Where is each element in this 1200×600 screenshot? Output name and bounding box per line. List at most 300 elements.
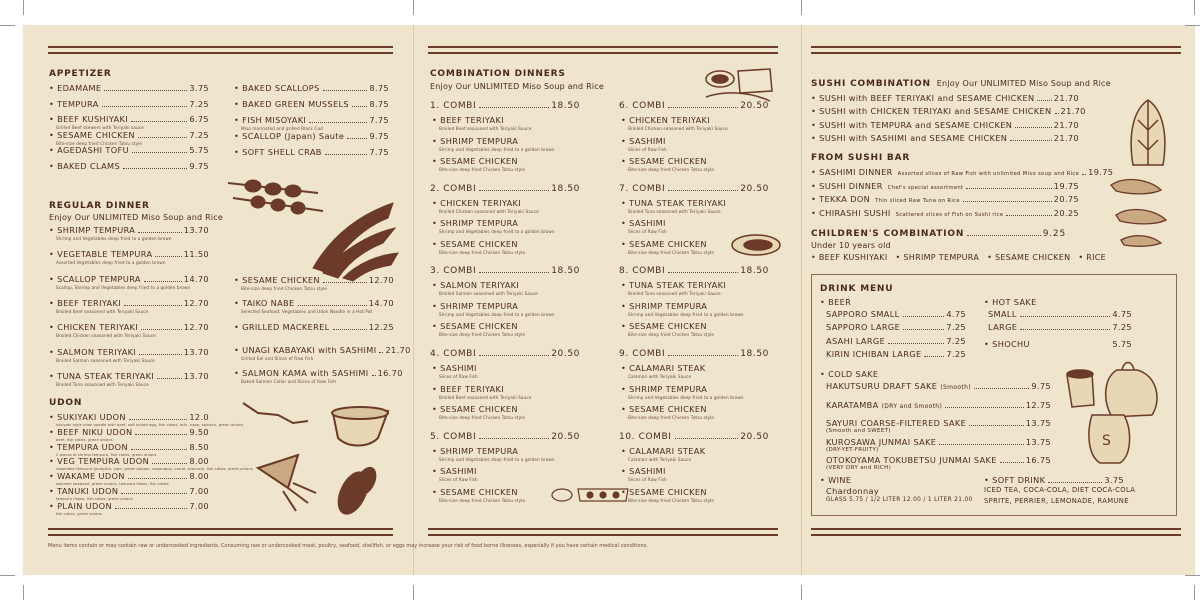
combo-item-name: • SHRIMP TEMPURA: [432, 136, 555, 146]
combo-item-name: • SESAME CHICKEN: [621, 487, 714, 497]
drink-price: 7.25: [946, 348, 966, 359]
menu-item-price: 8.00: [189, 456, 209, 467]
udon-item: [49, 427, 209, 442]
sushi-combo-item: [811, 120, 1079, 130]
drink-row: [826, 381, 1051, 391]
sushi-combo-item: [811, 106, 1086, 117]
svg-text:S: S: [1102, 433, 1111, 449]
leader-dots: [1055, 113, 1059, 114]
combo-item: [621, 384, 744, 400]
crop-mark: [23, 585, 24, 600]
menu-item-row: [49, 412, 209, 422]
drink-item: [826, 336, 966, 346]
menu-item-price: 7.75: [369, 147, 389, 157]
children-item: • RICE: [1078, 253, 1106, 262]
combo-item-name: • CHICKEN TERIYAKI: [621, 115, 728, 125]
menu-item-name: • SESAME CHICKEN: [234, 275, 320, 285]
menu-item-note: Thin sliced Raw Tuna on Rice: [875, 198, 960, 204]
combo-item-name: • CHICKEN TERIYAKI: [432, 198, 539, 208]
menu-item-price: 7.75: [369, 115, 389, 125]
menu-item-price: 12.0: [189, 412, 209, 422]
drink-name: ASAHI LARGE: [826, 335, 886, 346]
combo-item-name: • SHRIMP TEMPURA: [432, 301, 555, 311]
menu-item-row: [49, 486, 209, 496]
regular-dinner-heading: REGULAR DINNER: [49, 201, 150, 211]
leader-dots: [1082, 174, 1086, 175]
menu-item-price: 21.70: [1053, 132, 1079, 143]
combo-item-description: Slices of Raw Fish: [628, 477, 667, 483]
drink-price: 13.75: [1025, 418, 1051, 428]
combo-item: [621, 218, 667, 234]
leader-dots: [479, 190, 549, 191]
menu-item-price: 3.75: [189, 83, 209, 93]
soft-drink-list-1: ICED TEA, COCA-COLA, DIET COCA-COLA: [984, 486, 1136, 494]
bottom-rule: [48, 528, 393, 538]
menu-item-name: • BAKED GREEN MUSSELS: [234, 99, 349, 109]
appetizer-heading: APPETIZER: [49, 69, 112, 79]
menu-item-row: [234, 99, 389, 109]
sushi-bar-item: [811, 194, 1079, 204]
leader-dots: [323, 90, 368, 91]
menu-item-price: 21.70: [1053, 93, 1079, 103]
menu-item-description: Baked Salmon Collar and Slices of Raw Fish: [241, 379, 337, 385]
shochu-name: • SHOCHU: [984, 339, 1030, 349]
menu-item-description: sukiyaki style udon noodle with beef, soft boiled egg, fish cakes, tofu, napa, spinach, green onions: [56, 423, 244, 427]
crop-mark: [0, 575, 15, 576]
menu-item-price: 7.25: [189, 129, 209, 140]
menu-item-row: [49, 145, 209, 155]
combo-item-description: Bite-size deep fried Chicken Tatsu style: [628, 167, 715, 172]
drink-row: [826, 437, 1051, 447]
combo-item: [621, 198, 726, 214]
menu-item: [49, 274, 209, 290]
combo-label: 5. COMBI: [430, 431, 477, 442]
drink-note: (Smooth): [940, 384, 971, 391]
menu-item-description: Shrimp and Vegetables deep fried to a golden brown: [56, 236, 172, 241]
leader-dots: [668, 190, 738, 191]
combo-item-description: Bite-size deep fried Chicken Tatsu style: [628, 497, 715, 503]
shrimp-illustration-icon: [1106, 175, 1176, 255]
drink-row: [826, 455, 1051, 465]
combo-price: 18.50: [551, 183, 580, 194]
combo-label: 1. COMBI: [430, 101, 477, 111]
leader-dots: [479, 107, 549, 108]
drink-row: [826, 400, 1051, 410]
leader-dots: [888, 343, 944, 344]
menu-item-name: • TANUKI UDON: [49, 486, 118, 496]
crop-mark: [801, 0, 802, 15]
drink-price: 7.25: [1112, 322, 1132, 333]
menu-item-name: • BEEF KUSHIYAKI: [49, 114, 128, 124]
menu-item: [234, 298, 394, 314]
combo-title-row: [619, 184, 769, 194]
udon-item: [49, 442, 209, 457]
menu-item: [234, 131, 389, 141]
menu-item-name: • SUSHI with CHICKEN TERIYAKI and SESAME CHICKEN: [811, 106, 1052, 116]
combo-item: [432, 239, 525, 255]
menu-item-description: vegetable tempura (pumpkin, yam, green pepper, asparagus, carrot, broccoli), fish cakes, green onions: [56, 467, 253, 472]
wine-name: Chardonnay: [826, 486, 880, 496]
cold-sake-heading: • COLD SAKE: [820, 369, 878, 379]
top-rule: [811, 46, 1181, 56]
menu-item-description: Scallop, Shrimp and Vegetables deep fried to a golden brown: [56, 284, 191, 290]
menu-item: [49, 298, 209, 314]
menu-item-description: tempura flakes, fish cakes, green onions: [56, 497, 133, 501]
combo-title-row: [430, 266, 580, 276]
combo-item: [621, 136, 667, 152]
combo-item-description: Bite-size deep fried Chicken Tatsu style: [628, 415, 715, 421]
menu-item-name: • UNAGI KABAYAKI with SASHIMI: [234, 345, 376, 355]
leader-dots: [138, 137, 187, 138]
combo-item-name: • SESAME CHICKEN: [621, 404, 714, 414]
sushi-combination-subtitle: Enjoy Our UNLIMITED Miso Soup and Rice: [936, 79, 1111, 88]
menu-item-name: • CHICKEN TERIYAKI: [49, 322, 138, 332]
menu-item-row: [49, 471, 209, 481]
sushi-combo-item: [811, 93, 1079, 103]
children-age: Under 10 years old: [811, 241, 891, 250]
leader-dots: [966, 188, 1051, 189]
combo-item: [621, 239, 714, 255]
menu-item-description: Bite-size deep fried Chicken Tatsu style: [241, 286, 328, 291]
drink-name: KUROSAWA JUNMAI SAKE: [826, 436, 937, 447]
menu-item-name: • PLAIN UDON: [49, 501, 112, 511]
top-rule: [428, 46, 778, 56]
menu-sheet: [23, 25, 1195, 575]
menu-item-row: [234, 147, 389, 157]
menu-item-name: • WAKAME UDON: [49, 471, 125, 481]
leader-dots: [121, 493, 187, 494]
combo-item-description: Shrimp and Vegetables deep fried to a golden brown: [628, 311, 744, 317]
combo-item-description: Broiled Tuna seasoned with Teriyaki Sauce: [628, 291, 721, 297]
menu-item-price: 21.70: [1053, 119, 1079, 130]
combo-item-description: Shrimp and Vegetables deep fried to a golden brown: [439, 456, 555, 462]
combo-item-name: • SASHIMI: [621, 218, 667, 228]
combo-item-description: Slices of Raw Fish: [628, 229, 667, 235]
menu-item-description: Broiled Chicken seasoned with Teriyaki Sauce: [56, 333, 156, 339]
drink-name: OTOKOYAMA TOKUBETSU JUNMAI SAKE: [826, 455, 997, 465]
combo-item-name: • SHRIMP TEMPURA: [432, 446, 555, 456]
combo-item-description: Shrimp and Vegetables deep fried to a golden brown: [628, 394, 744, 400]
combo-item: [432, 321, 525, 337]
combo-price: 18.50: [740, 266, 769, 277]
combo-item-description: Slices of Raw Fish: [439, 374, 478, 380]
combo-item-name: • TUNA STEAK TERIYAKI: [621, 280, 726, 290]
menu-item-price: 12.70: [183, 322, 209, 333]
menu-item: [49, 130, 209, 146]
combo-label: 10. COMBI: [619, 431, 672, 442]
drink-item: [826, 322, 966, 332]
leader-dots: [128, 478, 188, 479]
menu-item-price: 8.00: [189, 471, 209, 482]
leader-dots: [131, 449, 187, 450]
menu-item-price: 8.75: [369, 99, 389, 109]
combo-item-name: • SASHIMI: [432, 466, 478, 476]
menu-item-price: 13.70: [183, 346, 209, 357]
combo-item: [432, 466, 478, 482]
combo-item: [432, 363, 478, 379]
combo-item-description: Broiled Beef seasoned with Teriyaki Sauce: [439, 394, 532, 400]
menu-item-description: Broiled Tuna seasoned with Teriyaki Sauce: [56, 381, 149, 387]
menu-item-name: • CHIRASHI SUSHI: [811, 208, 891, 218]
cold-sake-item: [826, 381, 1051, 391]
leader-dots: [123, 168, 187, 169]
menu-item-name: • SALMON KAMA with SASHIMI: [234, 368, 369, 378]
menu-item: [49, 249, 209, 265]
crop-mark: [801, 585, 802, 600]
combo-item-description: Broiled Chicken seasoned with Teriyaki Sauce: [439, 208, 539, 214]
combo-item-description: Shrimp and Vegetables deep fried to a golden brown: [439, 229, 555, 235]
leader-dots: [1020, 329, 1110, 330]
menu-item: [49, 145, 209, 155]
menu-item-name: • BAKED SCALLOPS: [234, 83, 320, 93]
leader-dots: [138, 232, 182, 233]
combo-price: 20.50: [740, 431, 769, 442]
beer-heading: • BEER: [820, 297, 851, 307]
children-item: • BEEF KUSHIYAKI: [811, 253, 888, 262]
combo-item-name: • CALAMARI STEAK: [621, 363, 705, 373]
leader-dots: [115, 508, 187, 509]
panel-right: [801, 25, 1195, 575]
combo-title-row: [430, 184, 580, 194]
combo-price: 18.50: [551, 101, 580, 111]
menu-item-price: 19.75: [1088, 167, 1114, 177]
combo-item-name: • SESAME CHICKEN: [432, 239, 525, 249]
menu-item-description: Grilled Beef skewers with Teriyaki sauce: [56, 125, 144, 130]
menu-item-name: • BAKED CLAMS: [49, 161, 120, 171]
menu-item-row: [49, 161, 209, 171]
menu-item-row: [49, 225, 209, 235]
leader-dots: [155, 256, 181, 257]
drink-subnote: (Smooth and SWEET): [826, 428, 891, 434]
combo-item: [432, 404, 525, 420]
menu-item-name: • SCALLOP TEMPURA: [49, 274, 141, 284]
leader-dots: [924, 356, 944, 357]
combo-item-description: Bite-size deep fried Chicken Tatsu style: [628, 249, 715, 255]
menu-item-row: [49, 99, 209, 109]
leader-dots: [104, 90, 187, 91]
combo-title-row: [619, 349, 769, 359]
leader-dots: [124, 305, 182, 306]
leader-dots: [152, 463, 187, 464]
menu-item-name: • TUNA STEAK TERIYAKI: [49, 371, 154, 381]
menu-item-price: 7.00: [189, 486, 209, 496]
menu-item-price: 11.50: [183, 249, 209, 260]
menu-item-row: [49, 322, 209, 332]
combo-item-name: • SASHIMI: [432, 363, 478, 373]
menu-item-price: 21.70: [1060, 106, 1086, 117]
combo-title-row: [430, 432, 580, 442]
drink-name: SMALL: [988, 309, 1017, 319]
combo-label: 2. COMBI: [430, 183, 477, 194]
combo-item-name: • SASHIMI: [621, 466, 667, 476]
combo-item-name: • BEEF TERIYAKI: [432, 115, 531, 125]
leader-dots: [379, 352, 383, 353]
udon-item: [49, 456, 253, 472]
udon-item: [49, 501, 209, 516]
drink-menu-box: [811, 274, 1177, 516]
combo-item: [621, 280, 726, 296]
combo-item-description: Shrimp and Vegetables deep fried to a golden brown: [439, 311, 555, 317]
leader-dots: [352, 106, 367, 107]
menu-item-name: • SALMON TERIYAKI: [49, 347, 136, 357]
combo-item-description: Broiled Chicken seasoned with Teriyaki Sauce: [628, 126, 728, 131]
menu-item-note: Chef's special assortment: [887, 184, 964, 191]
combo-title-row: [619, 266, 769, 276]
leader-dots: [1037, 100, 1051, 101]
combo-item: [432, 384, 531, 400]
menu-item-description: wakame seaweed, green onions, tempura flakes, fish cakes: [56, 482, 169, 487]
panel-left: [23, 25, 413, 575]
combo-item-description: Bite-size deep fried Chicken Tatsu style: [439, 415, 526, 421]
combo-item-description: Broiled Salmon seasoned with Teriyaki Sauce: [439, 291, 538, 297]
combo-label: 8. COMBI: [619, 266, 666, 277]
menu-item-description: Bite-size deep fried Chicken Tatsu style: [56, 140, 143, 146]
crop-mark: [413, 585, 414, 600]
menu-item-price: 13.70: [183, 370, 209, 381]
combo-title-row: [430, 101, 580, 111]
leader-dots: [479, 438, 549, 439]
menu-item-name: • TAIKO NABE: [234, 298, 295, 308]
leader-dots: [309, 122, 367, 123]
leader-dots: [157, 378, 182, 379]
menu-item-row: [234, 368, 403, 379]
sushi-plate-illustration-icon: [548, 483, 633, 508]
menu-item-description: Broiled Salmon seasoned with Teriyaki Sauce: [56, 357, 155, 363]
leader-dots: [131, 121, 187, 122]
soft-drink-list-2: SPRITE, PERRIER, LEMONADE, RAMUNE: [984, 497, 1129, 505]
drink-name: KARATAMBA: [826, 399, 879, 410]
menu-item-row: [49, 298, 209, 308]
menu-item: [49, 371, 209, 387]
combo-item-name: • CALAMARI STEAK: [621, 446, 705, 456]
combo-item: [621, 321, 714, 337]
wine-heading: • WINE: [820, 475, 851, 485]
bottom-rule: [811, 528, 1181, 538]
combo-label: 6. COMBI: [619, 101, 666, 111]
menu-item-name: • GRILLED MACKEREL: [234, 322, 330, 332]
children-item: • SESAME CHICKEN: [987, 253, 1070, 262]
combo-price: 18.50: [551, 266, 580, 277]
cold-sake-item: [826, 400, 1051, 410]
leader-dots: [139, 354, 182, 355]
menu-item: [234, 344, 411, 361]
menu-item-row: [234, 131, 389, 141]
menu-item-price: 12.70: [368, 275, 394, 285]
combo-item: [621, 115, 728, 131]
combo-price: 20.50: [740, 101, 769, 111]
menu-item-note: Assorted slices of Raw Fish with unlimited Miso soup and Rice: [897, 171, 1080, 177]
udon-item: [49, 486, 209, 501]
soft-drink-item: [984, 475, 1124, 485]
menu-item-price: 12.25: [368, 321, 394, 332]
drink-name: HAKUTSURU DRAFT SAKE: [826, 381, 938, 391]
combo-item-description: Bite-size deep fried Chicken Tatsu style: [628, 332, 715, 338]
drink-name: SAYURI COARSE-FILTERED SAKE: [826, 418, 967, 428]
combo-item-description: Slices of Raw Fish: [628, 146, 667, 152]
drink-item: [988, 309, 1132, 319]
crop-mark: [413, 0, 414, 15]
drink-row: [826, 418, 1051, 428]
menu-item-note: Scattered slices of Fish on Sushi rice: [895, 211, 1004, 218]
combo-item-description: Bite-size deep fried Chicken Tatsu style: [439, 332, 526, 338]
leader-dots: [1020, 316, 1111, 317]
crop-mark: [1194, 0, 1195, 15]
combo-item-description: Calamari with Teriyaki Sauce: [628, 374, 692, 380]
menu-item-description: Miso marinated and grilled Black Cod: [241, 126, 323, 131]
combo-item-name: • SASHIMI: [621, 136, 667, 146]
menu-item-row: [234, 83, 389, 93]
combo-item-description: Broiled Beef seasoned with Teriyaki Sauce: [439, 126, 532, 131]
leader-dots: [132, 152, 187, 153]
drink-name: SAPPORO LARGE: [826, 322, 901, 333]
wine-prices: GLASS 5.75 / 1/2 LITER 12.00 / 1 LITER 21.00: [826, 497, 973, 503]
leader-dots: [325, 154, 368, 155]
menu-item-row: [49, 249, 209, 259]
menu-item-description: Selected Seafood, Vegetables and Udon Noodle in a Hot Pot: [241, 309, 373, 315]
sushi-bar-heading: FROM SUSHI BAR: [811, 153, 911, 163]
menu-item-row: [234, 115, 389, 125]
menu-item-price: 12.70: [183, 297, 209, 308]
combo-item-name: • SESAME CHICKEN: [432, 487, 525, 497]
menu-item-name: • SUSHI with SASHIMI and SESAME CHICKEN: [811, 133, 1007, 143]
sushi-bar-item: [811, 208, 1079, 218]
menu-item-name: • SUSHI with TEMPURA and SESAME CHICKEN: [811, 120, 1012, 130]
combo-item-name: • SESAME CHICKEN: [432, 321, 525, 331]
leader-dots: [969, 425, 1024, 426]
leader-dots: [903, 329, 944, 330]
menu-item-row: [234, 298, 394, 308]
menu-item: [49, 347, 209, 363]
menu-item: [234, 83, 389, 93]
combo-item: [621, 301, 744, 317]
combo-item: [432, 487, 525, 503]
combo-item: [432, 301, 555, 317]
menu-item-price: 7.00: [189, 500, 209, 511]
drink-item: [988, 322, 1132, 332]
leader-dots: [668, 355, 738, 356]
sushi-combination-title: SUSHI COMBINATION: [811, 79, 931, 89]
leader-dots: [102, 106, 188, 107]
menu-item: [49, 225, 209, 241]
menu-item-description: Grilled Eel and Slices of Raw Fish: [241, 355, 314, 361]
hot-sake-heading: • HOT SAKE: [984, 297, 1037, 307]
shochu-item: [984, 339, 1132, 349]
menu-item-description: 2 pieces of shrimp tempura, fish cakes, green onions: [56, 452, 157, 457]
menu-item-name: • SUSHI with BEEF TERIYAKI and SESAME CHICKEN: [811, 93, 1034, 103]
combo-title-row: [430, 349, 580, 359]
leader-dots: [1010, 140, 1052, 141]
menu-item-price: 9.50: [189, 426, 209, 437]
children-item: • SHRIMP TEMPURA: [896, 253, 980, 262]
menu-item-price: 21.70: [385, 344, 411, 355]
drink-price: 7.25: [946, 322, 966, 333]
combo-item: [621, 446, 705, 462]
sushi-bar-item: [811, 167, 1114, 177]
leader-dots: [945, 407, 1024, 408]
menu-item-price: 9.75: [189, 160, 209, 171]
menu-item-row: [49, 114, 209, 124]
udon-heading: UDON: [49, 398, 83, 408]
menu-item-price: 9.75: [369, 131, 389, 141]
menu-item-price: 14.70: [183, 273, 209, 284]
menu-item-description: beef, fish cakes, green onions: [56, 437, 113, 442]
combo-item: [621, 156, 714, 172]
combo-item: [621, 466, 667, 482]
leader-dots: [963, 201, 1052, 202]
leader-dots: [903, 316, 945, 317]
menu-item-row: [49, 501, 209, 511]
combo-item-name: • SESAME CHICKEN: [621, 156, 714, 166]
